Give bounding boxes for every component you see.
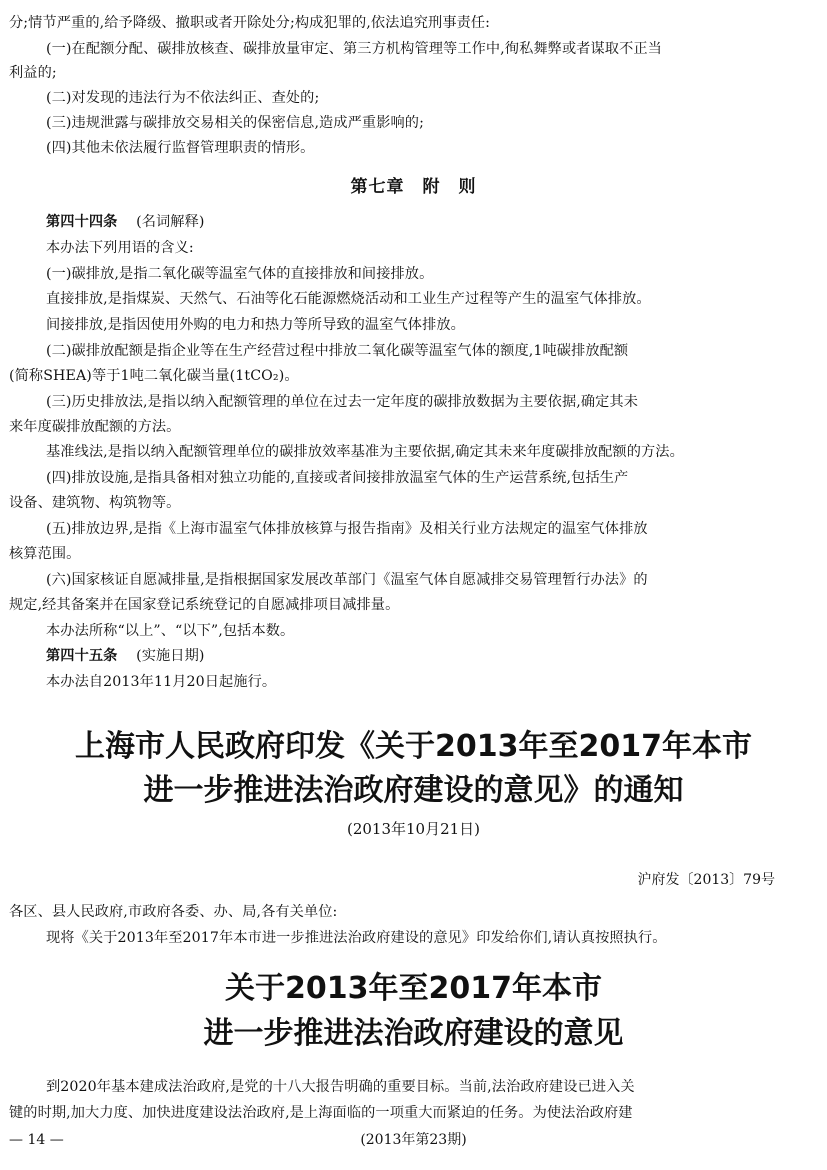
article-45-header (46, 647, 814, 665)
opinion-title-line-2: 进一步推进法治政府建设的意见 (203, 1016, 624, 1051)
document-number: 沪府发〔2013〕79号 (637, 872, 775, 888)
text-line: 来年度碳排放配额的方法。 (9, 419, 181, 435)
text-line: 间接排放,是指因使用外购的电力和热力等所导致的温室气体排放。 (46, 317, 465, 333)
page-number: — 14 — (9, 1132, 64, 1148)
article-heading: 第四十五条 (46, 648, 118, 664)
issue-number: (2013年第23期) (360, 1132, 467, 1148)
notice-title-line-1: 上海市人民政府印发《关于2013年至2017年本市 (75, 729, 752, 764)
addressee: 各区、县人民政府,市政府各委、办、局,各有关单位: (9, 904, 338, 920)
text-line: (简称SHEA)等于1吨二氧化碳当量(1tCO₂)。 (9, 368, 299, 384)
text-line: (一)碳排放,是指二氧化碳等温室气体的直接排放和间接排放。 (46, 266, 434, 282)
text-line: 基准线法,是指以纳入配额管理单位的碳排放效率基准为主要依据,确定其未来年度碳排放配额的方法。 (46, 444, 684, 460)
text-line: (二)对发现的违法行为不依法纠正、查处的; (46, 90, 320, 106)
text-line: 分;情节严重的,给予降级、撤职或者开除处分;构成犯罪的,依法追究刑事责任: (9, 15, 491, 31)
text-line: (六)国家核证自愿减排量,是指根据国家发展改革部门《温室气体自愿减排交易管理暂行办法》的 (46, 572, 648, 588)
text-line: 键的时期,加大力度、加快进度建设法治政府,是上海面临的一项重大而紧迫的任务。为使法治政府建 (9, 1105, 633, 1121)
text-line: (四)排放设施,是指具备相对独立功能的,直接或者间接排放温室气体的生产运营系统,包括生产 (46, 470, 629, 486)
text-line: (五)排放边界,是指《上海市温室气体排放核算与报告指南》及相关行业方法规定的温室气体排放 (46, 521, 648, 537)
text-line: 本办法所称“以上”、“以下”,包括本数。 (46, 623, 295, 639)
notice-title-line-2: 进一步推进法治政府建设的意见》的通知 (143, 773, 684, 808)
text-line: 利益的; (9, 65, 57, 81)
text-line: (四)其他未依法履行监督管理职责的情形。 (46, 140, 315, 156)
text-line: 到2020年基本建成法治政府,是党的十八大报告明确的重要目标。当前,法治政府建设已进入关 (46, 1079, 635, 1095)
text-line: (一)在配额分配、碳排放核查、碳排放量审定、第三方机构管理等工作中,徇私舞弊或者谋取不正当 (46, 41, 662, 57)
article-note: (名词解释) (136, 214, 205, 230)
article-note: (实施日期) (136, 648, 205, 664)
text-line: (二)碳排放配额是指企业等在生产经营过程中排放二氧化碳等温室气体的额度,1吨碳排放配额 (46, 343, 629, 359)
text-line: 核算范围。 (9, 546, 81, 562)
text-line: (三)违规泄露与碳排放交易相关的保密信息,造成严重影响的; (46, 115, 424, 131)
text-line: 本办法自2013年11月20日起施行。 (46, 674, 277, 690)
chapter-title: 第七章 附 则 (350, 177, 477, 197)
article-heading: 第四十四条 (46, 214, 118, 230)
opinion-title-line-1: 关于2013年至2017年本市 (225, 971, 602, 1006)
text-line: 直接排放,是指煤炭、天然气、石油等化石能源燃烧活动和工业生产过程等产生的温室气体排放。 (46, 291, 651, 307)
notice-body: 现将《关于2013年至2017年本市进一步推进法治政府建设的意见》印发给你们,请认真按照执行。 (46, 930, 667, 946)
text-line: 设备、建筑物、构筑物等。 (9, 495, 181, 511)
notice-date: (2013年10月21日) (346, 820, 481, 838)
text-line: 本办法下列用语的含义: (46, 240, 194, 256)
article-44-header (46, 213, 814, 231)
text-line: (三)历史排放法,是指以纳入配额管理的单位在过去一定年度的碳排放数据为主要依据,确定其未 (46, 394, 638, 410)
text-line: 规定,经其备案并在国家登记系统登记的自愿减排项目减排量。 (9, 597, 400, 613)
